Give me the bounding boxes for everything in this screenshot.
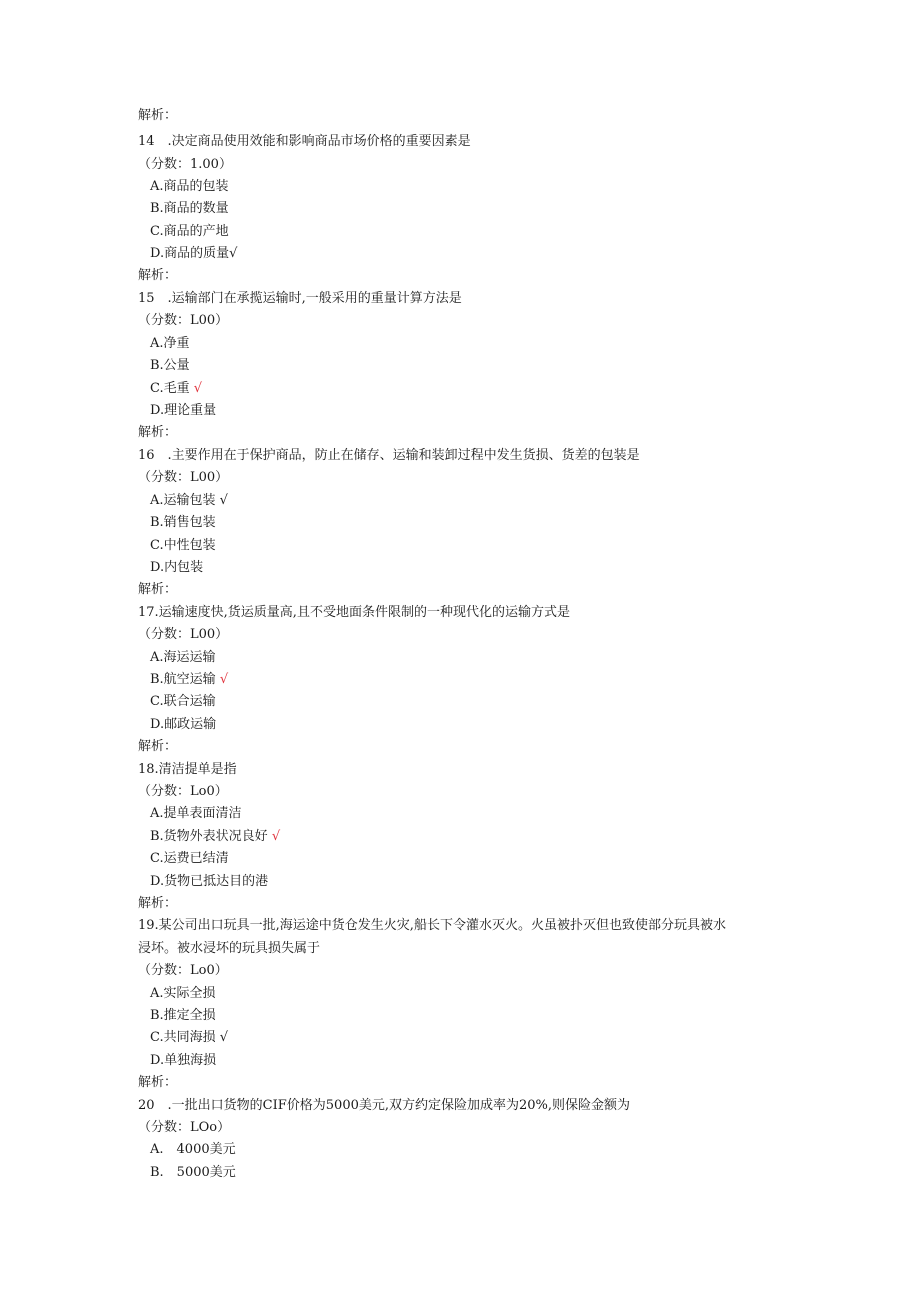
option: B.商品的数量 <box>150 201 229 216</box>
question-stem: 14 .决定商品使用效能和影响商品市场价格的重要因素是 <box>138 134 471 149</box>
analysis-label: 解析： <box>138 1075 178 1090</box>
option: D.理论重量 <box>150 403 217 418</box>
option: A.商品的包装 <box>150 179 229 194</box>
question-stem: 18.清洁提单是指 <box>138 762 237 777</box>
question-score: （分数：LOo） <box>138 1120 231 1135</box>
option: C.联合运输 <box>150 694 216 709</box>
option: C.中性包装 <box>150 538 216 553</box>
analysis-label: 解析： <box>138 896 178 911</box>
option: A.实际全损 <box>150 986 216 1001</box>
option: A. 4000美元 <box>150 1142 236 1157</box>
option-correct: B.货物外表状况良好 √ <box>150 829 281 844</box>
option: A.提单表面清洁 <box>150 806 242 821</box>
analysis-label: 解析： <box>138 582 178 597</box>
option: B. 5000美元 <box>150 1165 236 1180</box>
option: D.邮政运输 <box>150 717 217 732</box>
question-score: （分数：L00） <box>138 470 229 485</box>
question-stem: 19.某公司出口玩具一批,海运途中货仓发生火灾,船长下令灌水灭火。火虽被扑灭但也致使部分玩具被水 <box>138 918 726 933</box>
checkmark-icon: √ <box>271 829 281 844</box>
option: D.货物已抵达目的港 <box>150 874 269 889</box>
option: B.公量 <box>150 358 190 373</box>
option: C.商品的产地 <box>150 224 229 239</box>
question-score: （分数：L00） <box>138 627 229 642</box>
option: D.单独海损 <box>150 1053 217 1068</box>
option: B.推定全损 <box>150 1008 216 1023</box>
analysis-label: 解析： <box>138 425 178 440</box>
question-score: （分数：Lo0） <box>138 784 228 799</box>
analysis-label: 解析： <box>138 108 178 123</box>
checkmark-icon: √ <box>193 381 203 396</box>
checkmark-icon: √ <box>219 493 228 508</box>
option-correct: A.运输包装 √ <box>150 493 228 508</box>
analysis-label: 解析： <box>138 268 178 283</box>
question-score: （分数：L00） <box>138 313 229 328</box>
question-stem: 15 .运输部门在承揽运输时,一般采用的重量计算方法是 <box>138 291 462 306</box>
option: B.销售包装 <box>150 515 216 530</box>
checkmark-icon: √ <box>219 1030 229 1045</box>
question-stem-continued: 浸坏。被水浸坏的玩具损失属于 <box>138 941 321 956</box>
option-correct: C.共同海损 √ <box>150 1030 229 1045</box>
option: A.海运运输 <box>150 650 216 665</box>
question-stem: 20 .一批出口货物的CIF价格为5000美元,双方约定保险加成率为20%,则保险金额为 <box>138 1098 631 1113</box>
option: A.净重 <box>150 336 190 351</box>
option-correct: D.商品的质量√ <box>150 246 238 261</box>
question-stem: 17.运输速度快,货运质量高,且不受地面条件限制的一种现代化的运输方式是 <box>138 605 570 620</box>
option-correct: B.航空运输 √ <box>150 672 229 687</box>
analysis-label: 解析： <box>138 739 178 754</box>
option: D.内包装 <box>150 560 204 575</box>
question-score: （分数：1.00） <box>138 157 232 172</box>
checkmark-icon: √ <box>229 246 238 261</box>
question-stem: 16 .主要作用在于保护商品，防止在储存、运输和装卸过程中发生货损、货差的包装是 <box>138 448 640 463</box>
question-score: （分数：Lo0） <box>138 963 228 978</box>
option: C.运费已结清 <box>150 851 229 866</box>
checkmark-icon: √ <box>219 672 229 687</box>
option-correct: C.毛重 √ <box>150 381 203 396</box>
